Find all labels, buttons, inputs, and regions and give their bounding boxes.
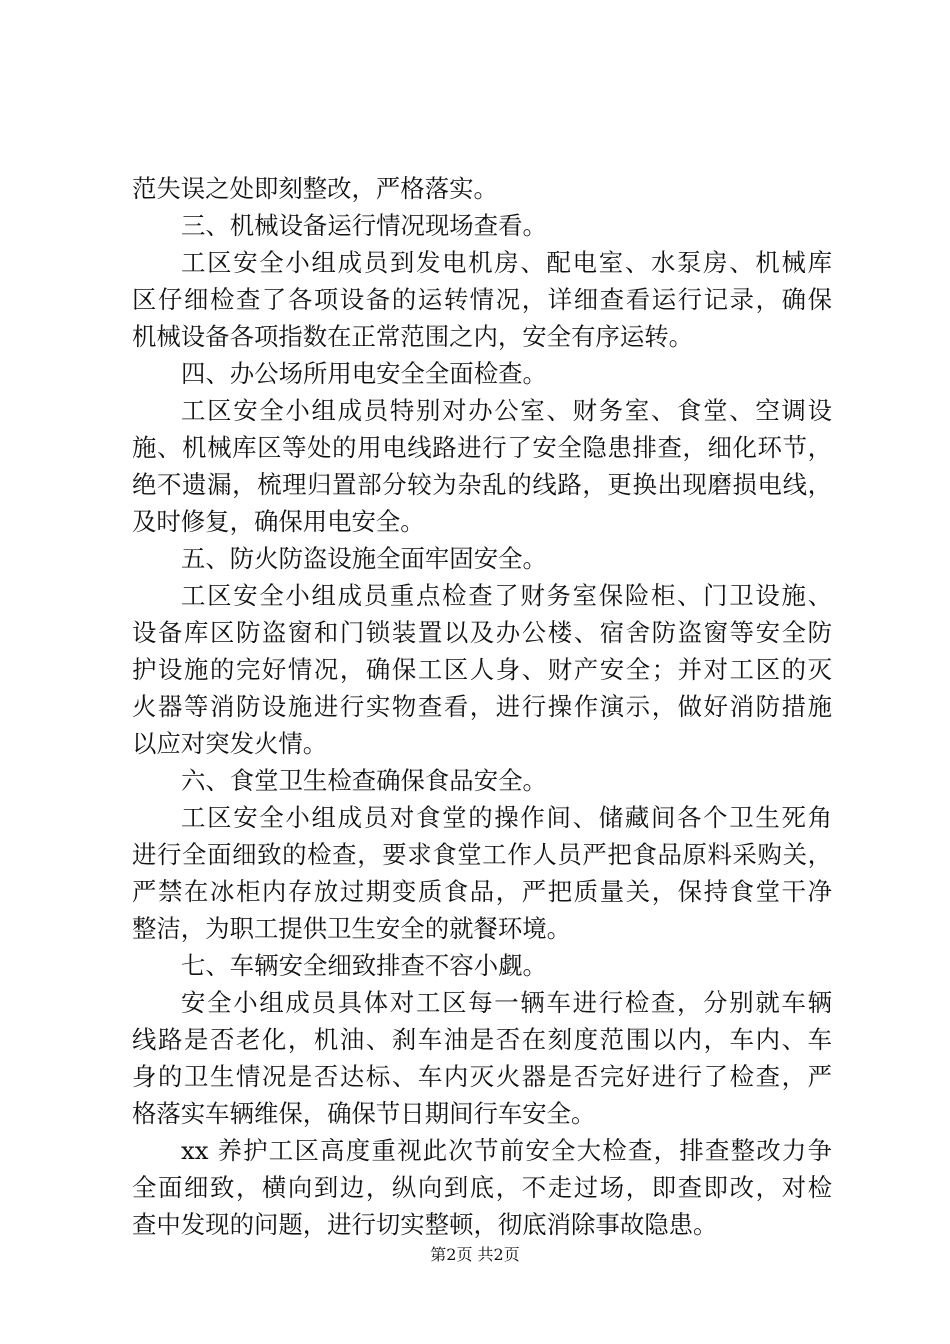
text-line: 绝不遗漏，梳理归置部分较为杂乱的线路，更换出现磨损电线，	[132, 470, 832, 499]
text-line: 严禁在冰柜内存放过期变质食品，严把质量关，保持食堂干净	[132, 877, 832, 906]
text-line: 安全小组成员具体对工区每一辆车进行检查，分别就车辆	[181, 988, 832, 1017]
text-line: 身的卫生情况是否达标、车内灭火器是否完好进行了检查，严	[132, 1062, 832, 1091]
text-line: 进行全面细致的检查，要求食堂工作人员严把食品原料采购关，	[132, 840, 832, 869]
text-line: 范失误之处即刻整改，严格落实。	[132, 174, 498, 203]
text-line: 施、机械库区等处的用电线路进行了安全隐患排查，细化环节，	[132, 433, 832, 462]
section-heading: 五、防火防盗设施全面牢固安全。	[181, 544, 547, 573]
text-line: 机械设备各项指数在正常范围之内，安全有序运转。	[132, 322, 693, 351]
section-heading: 六、食堂卫生检查确保食品安全。	[181, 766, 547, 795]
section-heading: 七、车辆安全细致排查不容小觑。	[181, 951, 547, 980]
text-line: 工区安全小组成员特别对办公室、财务室、食堂、空调设	[181, 396, 832, 425]
text-line: 整洁，为职工提供卫生安全的就餐环境。	[132, 914, 572, 943]
section-heading: 四、办公场所用电安全全面检查。	[181, 359, 547, 388]
text-line: 格落实车辆维保，确保节日期间行车安全。	[132, 1099, 596, 1128]
text-line: 护设施的完好情况，确保工区人身、财产安全；并对工区的灭	[132, 655, 832, 684]
text-line: 火器等消防设施进行实物查看，进行操作演示，做好消防措施	[132, 692, 832, 721]
page-number-footer: 第2页 共2页	[430, 1245, 520, 1264]
text-line: 工区安全小组成员对食堂的操作间、储藏间各个卫生死角	[181, 803, 832, 832]
document-body	[132, 170, 832, 1243]
text-line: 及时修复，确保用电安全。	[132, 507, 425, 536]
text-line: 查中发现的问题，进行切实整顿，彻底消除事故隐患。	[132, 1210, 718, 1239]
text-line: 以应对突发火情。	[132, 729, 328, 758]
text-line: xx 养护工区高度重视此次节前安全大检查，排查整改力争	[181, 1136, 832, 1165]
text-line: 线路是否老化，机油、刹车油是否在刻度范围以内，车内、车	[132, 1025, 832, 1054]
text-line: 区仔细检查了各项设备的运转情况，详细查看运行记录，确保	[132, 285, 832, 314]
section-heading: 三、机械设备运行情况现场查看。	[181, 211, 547, 240]
text-line: 工区安全小组成员重点检查了财务室保险柜、门卫设施、	[181, 581, 832, 610]
text-line: 设备库区防盗窗和门锁装置以及办公楼、宿舍防盗窗等安全防	[132, 618, 832, 647]
text-line: 工区安全小组成员到发电机房、配电室、水泵房、机械库	[181, 248, 832, 277]
text-line: 全面细致，横向到边，纵向到底，不走过场，即查即改，对检	[132, 1173, 832, 1202]
